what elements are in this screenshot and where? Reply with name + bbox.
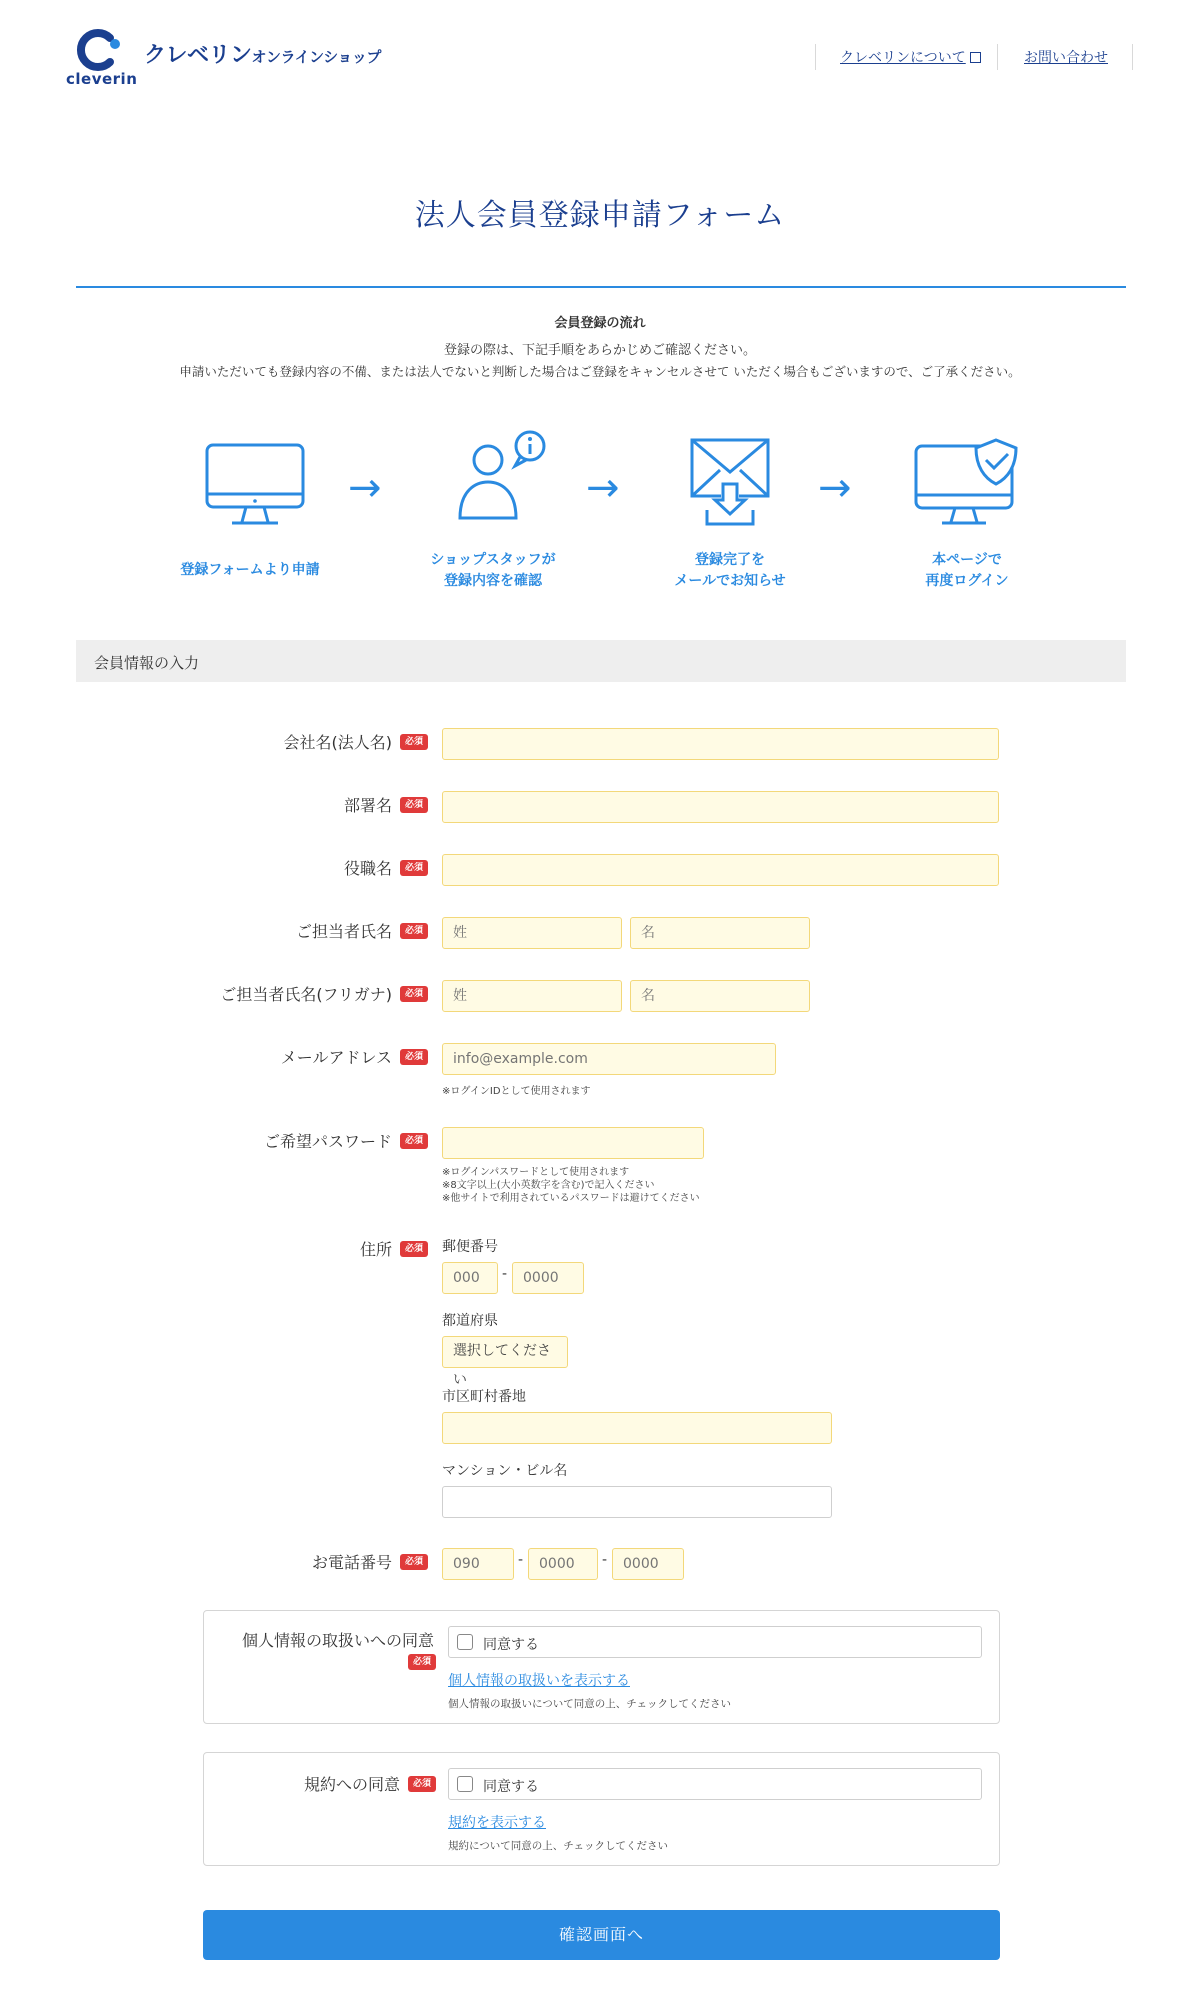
flow-step-3-line2: メールでお知らせ (674, 573, 786, 589)
department-label (132, 793, 392, 816)
password-label-text: ご希望パスワード (263, 1132, 392, 1151)
monitor-shield-check-icon (912, 436, 1022, 536)
external-link-icon (970, 52, 981, 63)
last-name-input[interactable] (442, 917, 622, 949)
position-input[interactable] (442, 854, 999, 886)
required-badge: 必須 (400, 1241, 428, 1257)
zip-separator: - (502, 1266, 508, 1282)
company-label-text: 会社名(法人名) (283, 733, 392, 752)
flow-step-4 (882, 550, 1052, 592)
privacy-policy-link[interactable]: 個人情報の取扱いを表示する (448, 1673, 630, 1689)
address-label-text: 住所 (359, 1240, 392, 1259)
required-badge: 必須 (400, 923, 428, 939)
required-badge: 必須 (408, 1654, 436, 1670)
flow-step-1-line1: 登録フォームより申請 (180, 562, 320, 578)
company-label (132, 730, 392, 753)
flow-step-3 (645, 550, 815, 592)
phone-first-input[interactable] (442, 1548, 514, 1580)
flow-step-4-line1: 本ページで (932, 552, 1002, 568)
building-input[interactable] (442, 1486, 832, 1518)
password-label (132, 1129, 392, 1152)
staff-info-icon (440, 430, 550, 530)
department-label-text: 部署名 (343, 796, 392, 815)
terms-consent-label: 規約への同意 (303, 1775, 400, 1794)
contact-link[interactable]: お問い合わせ (1024, 50, 1108, 66)
phone-label-text: お電話番号 (311, 1553, 392, 1572)
password-hint: ※ログインパスワードとして使用されます (442, 1167, 630, 1178)
section-header (76, 640, 1126, 682)
header-divider (815, 44, 816, 70)
brand-name-suffix: オンラインショップ (251, 48, 381, 66)
flow-step-2 (408, 550, 578, 592)
flow-step-4-line2: 再度ログイン (925, 573, 1009, 589)
city-label: 市区町村番地 (442, 1389, 526, 1405)
password-hint: ※8文字以上(大小英数字を含む)で記入ください (442, 1180, 655, 1191)
position-label (132, 856, 392, 879)
arrow-right-icon: → (586, 465, 620, 511)
terms-agree-checkbox[interactable] (448, 1768, 982, 1800)
company-input[interactable] (442, 728, 999, 760)
flow-step-2-line2: 登録内容を確認 (444, 573, 542, 589)
monitor-icon (200, 440, 310, 540)
phone-separator: - (518, 1552, 524, 1568)
arrow-right-icon: → (348, 465, 382, 511)
confirm-button[interactable]: 確認画面へ (203, 1910, 1000, 1960)
name-label-text: ご担当者氏名 (295, 922, 392, 941)
privacy-consent-label: 個人情報の取扱いへの同意 (241, 1631, 434, 1650)
last-name-kana-input[interactable] (442, 980, 622, 1012)
password-hint: ※他サイトで利用されているパスワードは避けてください (442, 1193, 700, 1204)
required-badge: 必須 (400, 1554, 428, 1570)
password-hints (442, 1166, 700, 1205)
email-hint: ※ログインIDとして使用されます (442, 1086, 591, 1097)
arrow-right-icon: → (818, 465, 852, 511)
city-input[interactable] (442, 1412, 832, 1444)
required-badge: 必須 (400, 860, 428, 876)
phone-second-input[interactable] (528, 1548, 598, 1580)
required-badge: 必須 (400, 1133, 428, 1149)
terms-agree-label: 同意する (483, 1779, 539, 1795)
prefecture-select[interactable]: 選択してください (442, 1336, 568, 1368)
header-divider (1132, 44, 1133, 70)
required-badge: 必須 (400, 797, 428, 813)
title-divider (76, 286, 1126, 288)
address-label (132, 1237, 392, 1260)
about-link[interactable] (840, 47, 981, 67)
email-input[interactable] (442, 1043, 776, 1075)
zip-second-input[interactable] (512, 1262, 584, 1294)
required-badge: 必須 (400, 1049, 428, 1065)
privacy-agree-checkbox[interactable] (448, 1626, 982, 1658)
flow-title: 会員登録の流れ (554, 316, 646, 331)
checkbox-icon[interactable] (457, 1634, 473, 1650)
section-title: 会員情報の入力 (94, 654, 200, 672)
flow-step-2-line1: ショップスタッフが (430, 552, 556, 568)
about-link-label: クレベリンについて (840, 50, 966, 66)
first-name-kana-input[interactable] (630, 980, 810, 1012)
phone-label (132, 1550, 392, 1573)
terms-link[interactable]: 規約を表示する (448, 1815, 546, 1831)
name-label (132, 919, 392, 942)
name-kana-label (132, 982, 392, 1005)
flow-step-1 (165, 560, 335, 581)
zip-label: 郵便番号 (442, 1239, 498, 1255)
header-divider (997, 44, 998, 70)
required-badge: 必須 (400, 734, 428, 750)
mail-download-icon (675, 434, 785, 534)
department-input[interactable] (442, 791, 999, 823)
prefecture-label: 都道府県 (442, 1313, 498, 1329)
first-name-input[interactable] (630, 917, 810, 949)
privacy-agree-label: 同意する (483, 1637, 539, 1653)
cleverin-logo-mark[interactable] (72, 24, 124, 76)
flow-description: 登録の際は、下記手順をあらかじめご確認ください。 (443, 343, 756, 358)
required-badge: 必須 (408, 1776, 436, 1792)
email-label (132, 1045, 392, 1068)
checkbox-icon[interactable] (457, 1776, 473, 1792)
flow-notice: 申請いただいても登録内容の不備、または法人でないと判断した場合はご登録をキャンセルさせて いただく場合もございますので、ご了承ください。 (179, 364, 1021, 379)
privacy-note: 個人情報の取扱いについて同意の上、チェックしてください (448, 1698, 731, 1710)
terms-note: 規約について同意の上、チェックしてください (448, 1840, 668, 1852)
position-label-text: 役職名 (343, 859, 392, 878)
zip-first-input[interactable] (442, 1262, 498, 1294)
flow-step-3-line1: 登録完了を (695, 552, 765, 568)
phone-separator: - (602, 1552, 608, 1568)
brand-name-main: クレベリン (144, 43, 252, 68)
building-label: マンション・ビル名 (442, 1463, 568, 1479)
required-badge: 必須 (400, 986, 428, 1002)
logo-text: cleverin (66, 70, 138, 88)
email-label-text: メールアドレス (280, 1048, 392, 1067)
password-input[interactable] (442, 1127, 704, 1159)
name-kana-label-text: ご担当者氏名(フリガナ) (220, 985, 392, 1004)
page-title: 法人会員登録申請フォーム (414, 198, 786, 233)
brand-name[interactable] (144, 38, 381, 69)
phone-third-input[interactable] (612, 1548, 684, 1580)
